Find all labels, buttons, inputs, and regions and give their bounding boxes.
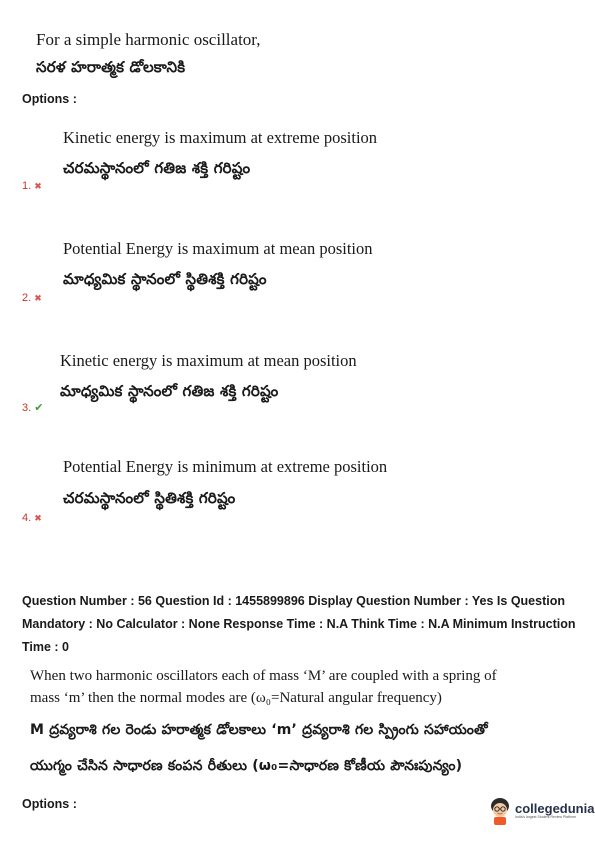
option-4-number: 4. ✖ xyxy=(22,512,42,524)
wrong-cross-icon: ✖ xyxy=(34,181,42,191)
option-3-number: 3. ✔ xyxy=(22,402,44,414)
question-stem-te: సరళ హరాత్మక డోలకానికి xyxy=(36,58,186,76)
option-2-text-te: మాధ్యమిక స్థానంలో స్థితిశక్తి గరిష్టం xyxy=(63,270,267,288)
question-stem-te-line-2: యుగ్మం చేసిన సాధారణ కంపన రీతులు (ω₀=సాధారణ కోణీయ పౌనఃపున్యం) xyxy=(30,758,463,774)
mascot-icon xyxy=(488,796,512,826)
wrong-cross-icon: ✖ xyxy=(34,293,42,303)
option-3-text-te: మాధ్యమిక స్థానంలో గతిజ శక్తి గరిష్టం xyxy=(60,382,279,400)
option-4-text-en: Potential Energy is minimum at extreme position xyxy=(63,457,388,476)
logo-tagline: India's largest Student Review Platform xyxy=(515,815,576,819)
option-1-text-te: చరమస్థానంలో గతిజ శక్తి గరిష్టం xyxy=(63,159,251,177)
option-2-number: 2. ✖ xyxy=(22,292,42,304)
wrong-cross-icon: ✖ xyxy=(34,513,42,523)
options-label-next: Options : xyxy=(22,797,77,811)
option-2-text-en: Potential Energy is maximum at mean position xyxy=(63,239,373,258)
question-stem-en: For a simple harmonic oscillator, xyxy=(36,30,261,49)
question-stem-en-line-1: When two harmonic oscillators each of mass ‘M’ are coupled with a spring of xyxy=(30,668,497,684)
collegedunia-logo xyxy=(488,796,594,826)
question-stem-te-line-1: M ద్రవ్యరాశి గల రెండు హరాత్మక డోలకాలు ‘m’ ద్రవ్యరాశి గల స్ప్రింగు సహాయంతో xyxy=(30,722,488,738)
options-label: Options : xyxy=(22,92,77,106)
option-3-text-en: Kinetic energy is maximum at mean position xyxy=(60,351,357,370)
question-stem-en-line-2: mass ‘m’ then the normal modes are (ω₀=Natural angular frequency) xyxy=(30,690,442,706)
question-metadata: Question Number : 56 Question Id : 1455899896 Display Question Number : Yes Is Question Mandatory : No Calculator : None Response Time : N.A Think Time : N.A Minimum Instruction Time : 0 xyxy=(22,594,576,654)
option-1-text-en: Kinetic energy is maximum at extreme position xyxy=(63,128,378,147)
correct-check-icon: ✔ xyxy=(34,402,44,414)
option-4-text-te: చరమస్థానంలో స్థితిశక్తి గరిష్టం xyxy=(63,489,236,507)
logo-brand-text: collegedunia xyxy=(515,801,595,816)
option-1-number: 1. ✖ xyxy=(22,180,42,192)
